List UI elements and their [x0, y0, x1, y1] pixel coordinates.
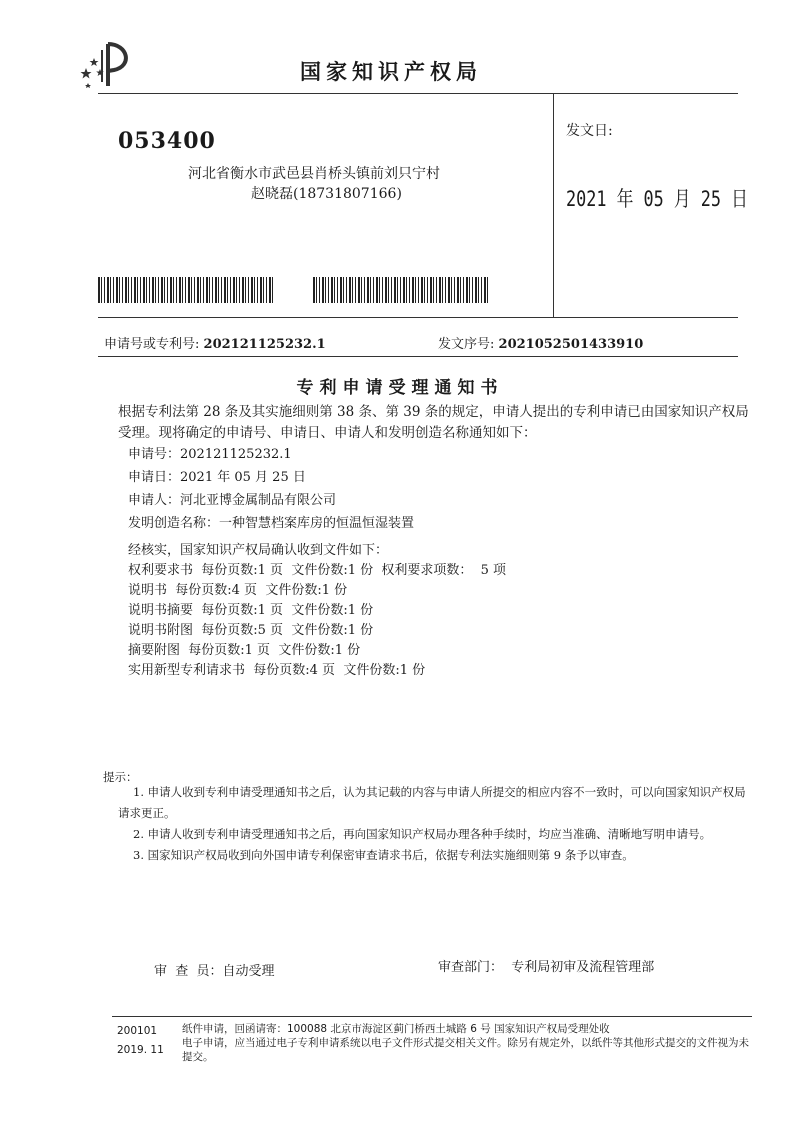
cnipa-logo-icon — [78, 38, 134, 88]
form-code-version: 2019. 11 — [117, 1044, 164, 1056]
application-number-label: 申请号或专利号: — [104, 337, 200, 352]
received-documents — [128, 541, 506, 681]
review-department: 审查部门： 专利局初审及流程管理部 — [438, 960, 655, 975]
document-number-label: 发文序号: — [438, 337, 495, 352]
field-value: 202121125232.1 — [180, 447, 292, 462]
footer-text — [182, 1022, 757, 1064]
footer-line-electronic: 电子申请，应当通过电子专利申请系统以电子文件形式提交相关文件。除另有规定外，以纸件等其他形式提交的文件视为未提交。 — [182, 1037, 749, 1063]
field-applicant — [128, 489, 414, 512]
form-code — [117, 1022, 164, 1060]
doc-item: 说明书 每份页数:4 页 文件份数:1 份 — [128, 583, 348, 598]
application-fields — [128, 443, 414, 535]
agency-name: 国家知识产权局 — [300, 60, 482, 84]
form-code-number: 200101 — [117, 1025, 158, 1037]
field-application-number — [128, 443, 414, 466]
doc-item: 说明书附图 每份页数:5 页 文件份数:1 份 — [128, 623, 374, 638]
doc-item: 摘要附图 每份页数:1 页 文件份数:1 份 — [128, 643, 361, 658]
document-number: 2021052501433910 — [498, 337, 644, 352]
field-label: 申请号： — [128, 447, 181, 462]
recipient-name: 赵晓磊(18731807166) — [251, 186, 402, 202]
footer-line-paper: 纸件申请，回函请寄：100088 北京市海淀区蓟门桥西土城路 6 号 国家知识产权局受理处收 — [182, 1023, 610, 1035]
field-application-date — [128, 466, 414, 489]
doc-item: 说明书摘要 每份页数:1 页 文件份数:1 份 — [128, 603, 374, 618]
tip-item: 2. 申请人收到专利申请受理通知书之后，再向国家知识产权局办理各种手续时，均应当准确、清晰地写明申请号。 — [133, 827, 712, 841]
document-number-row — [438, 333, 643, 352]
divider-top — [98, 93, 738, 94]
field-label: 申请人： — [128, 493, 181, 508]
field-value: 河北亚博金属制品有限公司 — [180, 493, 337, 508]
tips-list — [118, 782, 748, 866]
tip-item: 1. 申请人收到专利申请受理通知书之后，认为其记载的内容与申请人所提交的相应内容不一致时，可以向国家知识产权局请求更正。 — [118, 785, 746, 820]
barcode-left — [98, 277, 273, 303]
recipient-address: 河北省衡水市武邑县肖桥头镇前刘只宁村 — [188, 166, 440, 182]
docs-intro: 经核实，国家知识产权局确认收到文件如下： — [128, 543, 389, 558]
doc-item: 权利要求书 每份页数:1 页 文件份数:1 份 权利要求项数： 5 项 — [128, 563, 507, 578]
tip-item: 3. 国家知识产权局收到向外国申请专利保密审查请求书后，依据专利法实施细则第 9 条予以审查。 — [133, 848, 634, 862]
notice-intro: 根据专利法第 28 条及其实施细则第 38 条、第 39 条的规定，申请人提出的专利申请已由国家知识产权局受理。现将确定的申请号、申请日、申请人和发明创造名称通知如下： — [118, 404, 749, 441]
doc-item: 实用新型专利请求书 每份页数:4 页 文件份数:1 份 — [128, 663, 426, 678]
send-date: 2021 年 05 月 25 日 — [566, 187, 748, 211]
field-value: 2021 年 05 月 25 日 — [180, 470, 306, 485]
field-label: 发明创造名称： — [128, 516, 220, 531]
divider-middle — [98, 317, 738, 318]
field-value: 一种智慧档案库房的恒温恒湿装置 — [219, 516, 415, 531]
postcode: 053400 — [118, 128, 216, 154]
send-date-label: 发文日: — [566, 123, 613, 139]
reviewer: 审 查 员：自动受理 — [154, 964, 275, 979]
notice-title: 专利申请受理通知书 — [296, 378, 504, 398]
divider-vertical — [553, 93, 554, 317]
application-number-row — [104, 333, 326, 352]
field-label: 申请日： — [128, 470, 181, 485]
field-invention-name — [128, 512, 414, 535]
divider-bottom — [98, 356, 738, 357]
tips-label: 提示： — [103, 770, 138, 784]
barcode-right — [313, 277, 488, 303]
application-number: 202121125232.1 — [203, 337, 326, 352]
footer-divider — [112, 1016, 752, 1017]
